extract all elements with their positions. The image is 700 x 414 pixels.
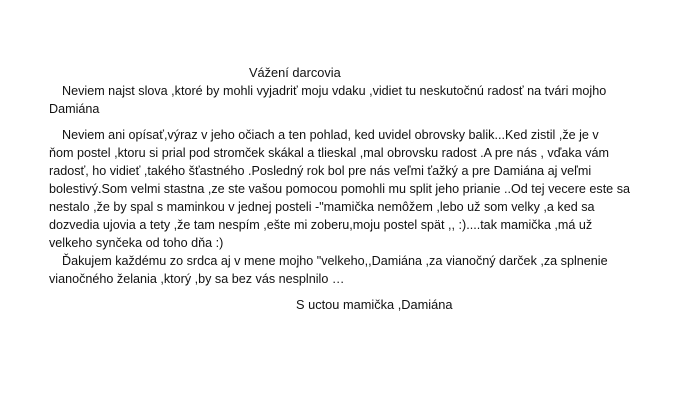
- paragraph-2-line-7: velkeho synčeka od toho dňa :): [49, 236, 224, 250]
- paragraph-3-line-2: vianočného želania ,ktorý ,by sa bez vás nesplnilo …: [49, 272, 345, 286]
- paragraph-1-line-1: Neviem najst slova ,ktoré by mohli vyjadriť moju vdaku ,vidiet tu neskutočnú radosť na tvári mojho: [62, 84, 607, 98]
- paragraph-2-line-5: nestalo ,že by spal s maminkou v jednej posteli -"mamička nemôžem ,lebo už som velky ,a ked sa: [49, 200, 595, 214]
- letter-signature: S uctou mamička ,Damiána: [296, 297, 453, 312]
- paragraph-2-line-6: dozvedia ujovia a tety ,že tam nespím ,ešte mi zoberu,moju postel spät ,, :)....tak mamička ,má už: [49, 218, 593, 232]
- letter-greeting: Vážení darcovia: [249, 65, 341, 80]
- paragraph-1-line-2: Damiána: [49, 102, 100, 116]
- paragraph-2-line-1: Neviem ani opísať,výraz v jeho očiach a ten pohlad, ked uvidel obrovsky balik...Ked zistil ,že je v: [62, 128, 599, 142]
- paragraph-2-line-3: radosť, ho vidieť ,takého šťastného .Posledný rok bol pre nás veľmi ťažký a pre Damiána aj veľmi: [49, 164, 592, 178]
- paragraph-2-line-4: bolestivý.Som velmi stastna ,ze ste vašou pomocou pomohli mu split jeho prianie ..Od tej vecere este sa: [49, 182, 630, 196]
- paragraph-3-line-1: Ďakujem každému zo srdca aj v mene mojho "velkeho,,Damiána ,za vianočný darček ,za splnenie: [62, 254, 608, 268]
- paragraph-2-line-2: ňom postel ,ktoru si prial pod stromček skákal a tlieskal ,mal obrovsku radost .A pre nás , vďaka vám: [49, 146, 610, 160]
